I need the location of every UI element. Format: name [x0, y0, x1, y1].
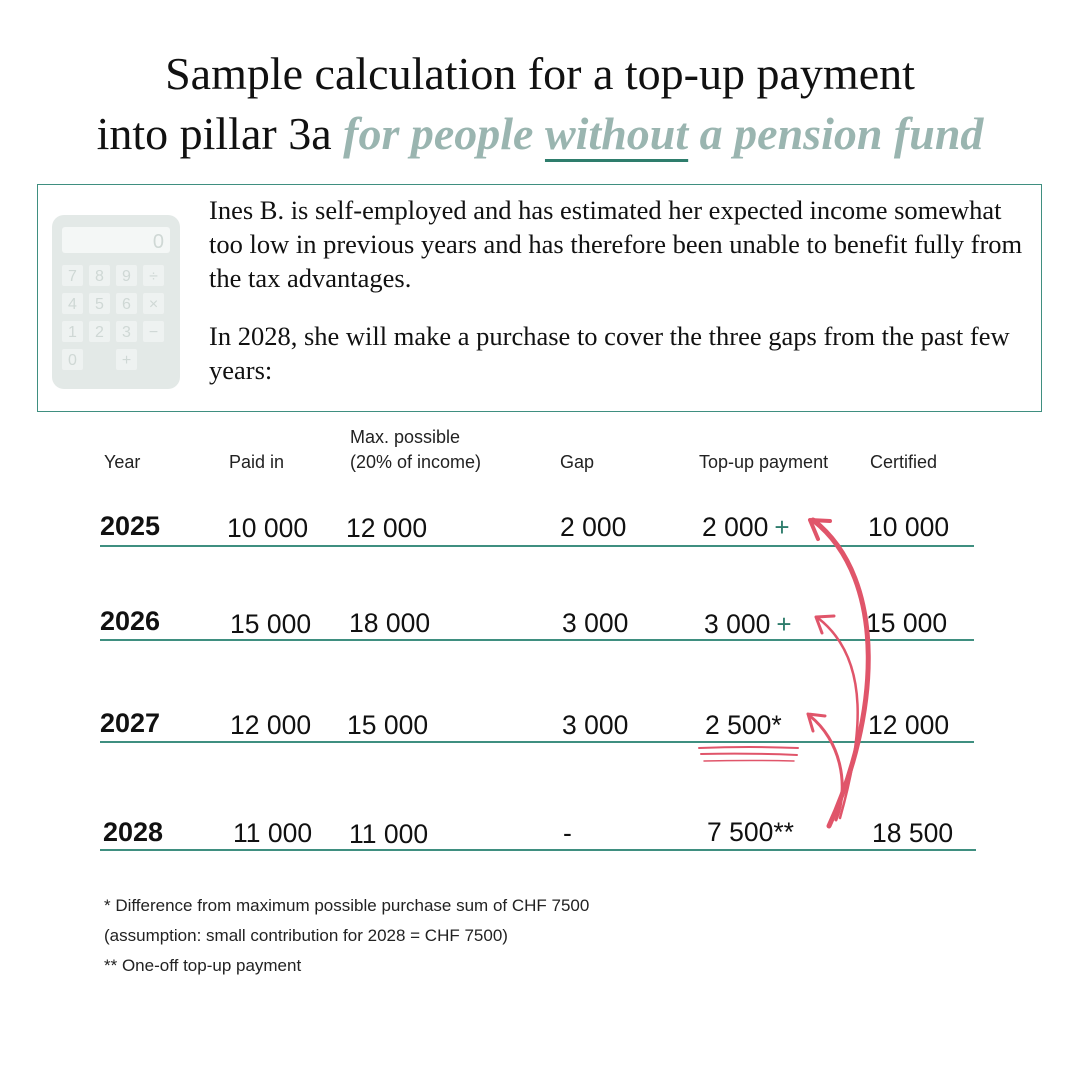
arrowhead-icon	[810, 520, 830, 539]
calculator-key-label: 0	[68, 352, 77, 369]
arrow-to-2027	[810, 716, 842, 820]
calculator-key-label: 4	[68, 296, 77, 313]
calculator-key-label: 6	[122, 296, 131, 313]
calculator-key-label: ×	[148, 296, 159, 313]
row-gap: 3 000	[562, 608, 629, 638]
row-gap: 2 000	[560, 512, 627, 542]
footnote-3: ** One-off top-up payment	[104, 956, 302, 975]
arrow-to-2026	[818, 618, 858, 818]
row-topup-value: 3 000	[704, 609, 771, 639]
plus-mark: +	[774, 512, 790, 542]
title-accent-after: a pension fund	[699, 108, 984, 159]
row-certified: 12 000	[868, 710, 950, 740]
row-max: 18 000	[349, 608, 431, 638]
row-topup	[707, 817, 794, 848]
row-max: 11 000	[349, 819, 429, 849]
row-topup	[702, 512, 790, 543]
header-max-line-2: (20% of income)	[350, 452, 482, 472]
calculator-key-label: 3	[122, 324, 131, 341]
row-divider	[100, 849, 976, 851]
row-paid-in: 11 000	[233, 818, 313, 848]
header-paid-in: Paid in	[229, 452, 285, 472]
page-title	[0, 44, 1080, 164]
arrowhead-icon	[816, 616, 834, 633]
row-year: 2028	[103, 817, 164, 847]
underline-stroke	[701, 754, 797, 755]
row-divider	[100, 545, 974, 547]
row-gap: -	[563, 818, 572, 848]
arrowhead-icon	[808, 714, 825, 731]
info-text	[209, 193, 1029, 387]
calculator-key-label: −	[148, 324, 159, 341]
row-year: 2025	[100, 511, 161, 541]
title-accent-underlined: without	[544, 108, 689, 159]
row-max: 15 000	[347, 710, 429, 740]
calculator-key-label: 5	[95, 296, 104, 313]
title-accent-before: for people	[343, 108, 534, 159]
calculator-key-label: ÷	[149, 268, 158, 285]
calculator-key-label: 2	[95, 324, 104, 341]
row-paid-in: 15 000	[230, 609, 312, 639]
row-divider	[100, 741, 974, 743]
row-topup-value: 2 000	[702, 512, 769, 542]
row-year: 2027	[100, 708, 161, 738]
calculator-key-label: 9	[122, 268, 131, 285]
row-paid-in: 10 000	[227, 513, 309, 543]
calculator-icon	[52, 215, 180, 389]
row-topup-value: 2 500*	[705, 710, 782, 740]
row-gap: 3 000	[562, 710, 629, 740]
calculator-key-label: 7	[68, 268, 77, 285]
info-paragraph-1: Ines B. is self-employed and has estimated her expected income somewhat too low in previous years and has therefore been unable to benefit fully from the tax advantages.	[209, 195, 1023, 293]
title-accent	[343, 108, 983, 159]
title-line-1: Sample calculation for a top-up payment	[165, 48, 915, 99]
footnote-2: (assumption: small contribution for 2028 = CHF 7500)	[104, 926, 508, 945]
title-line-2	[0, 104, 1080, 164]
header-gap: Gap	[560, 452, 595, 472]
calculator-key-label: 8	[95, 268, 104, 285]
footnote-1: * Difference from maximum possible purchase sum of CHF 7500	[104, 896, 590, 915]
row-year: 2026	[100, 606, 161, 636]
arrow-to-2025	[813, 520, 868, 826]
row-divider	[100, 639, 974, 641]
header-certified: Certified	[870, 452, 938, 472]
calculator-display: 0	[152, 231, 164, 253]
row-topup-value: 7 500**	[707, 817, 794, 847]
calculator-key-label: +	[121, 352, 132, 369]
calculator-key-label: 1	[68, 324, 77, 341]
header-max-line-1: Max. possible	[350, 427, 461, 447]
title-plain: into pillar 3a	[96, 108, 332, 159]
info-box	[37, 184, 1042, 412]
underline-stroke	[699, 747, 798, 748]
header-max-possible	[350, 425, 481, 475]
row-max: 12 000	[346, 513, 428, 543]
row-topup	[704, 609, 792, 640]
row-certified: 18 500	[872, 818, 954, 848]
row-certified: 10 000	[868, 512, 950, 542]
plus-mark: +	[776, 609, 792, 639]
underline-stroke	[704, 761, 794, 762]
header-topup: Top-up payment	[699, 452, 829, 472]
row-paid-in: 12 000	[230, 710, 312, 740]
header-year: Year	[104, 452, 141, 472]
row-topup	[705, 710, 782, 741]
row-certified: 15 000	[866, 608, 948, 638]
info-paragraph-2: In 2028, she will make a purchase to cover the three gaps from the past few years:	[209, 321, 1010, 385]
